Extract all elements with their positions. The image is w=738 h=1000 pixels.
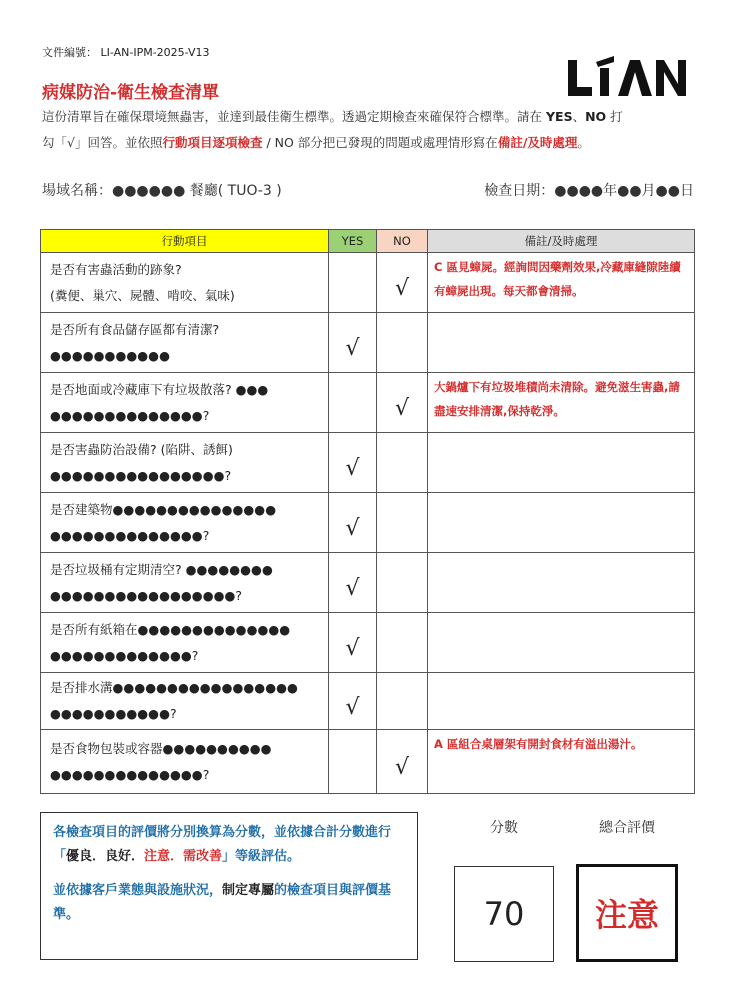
table-row <box>41 313 695 373</box>
action-item-cell <box>41 553 329 613</box>
yes-checkbox-cell[interactable]: √ <box>329 433 377 493</box>
action-item-line-2: ●●●●●●●●●●●●●●? <box>50 407 210 423</box>
notes-cell[interactable] <box>428 433 695 493</box>
action-item-cell <box>41 673 329 730</box>
action-item-line-2: (糞便、巢穴、屍體、啃咬、氣味) <box>50 287 235 303</box>
table-row <box>41 433 695 493</box>
lian-logo <box>566 56 688 98</box>
overall-evaluation-value: 注意 <box>576 864 678 962</box>
no-checkbox-cell[interactable] <box>377 613 428 673</box>
info-paragraph-1: 各檢查項目的評價將分別換算為分數，並依據合計分數進行「優良．良好．注意．需改善」等級評估。 <box>53 825 392 864</box>
yes-checkbox-cell[interactable]: √ <box>329 553 377 613</box>
action-item-line-2: ●●●●●●●●●●●●●●●●●? <box>50 587 243 603</box>
action-item-line-1: 是否所有食品儲存區都有清潔? <box>50 321 220 337</box>
action-item-line-1: 是否害蟲防治設備? (陷阱、誘餌) <box>50 441 233 457</box>
yes-checkbox-cell[interactable]: √ <box>329 673 377 730</box>
table-row <box>41 253 695 313</box>
table-row <box>41 673 695 730</box>
action-item-cell <box>41 253 329 313</box>
action-item-line-2: ●●●●●●●●●●● <box>50 347 170 363</box>
notes-cell[interactable]: A 區組合桌層架有開封食材有溢出湯汁。 <box>428 730 695 794</box>
header-yes: YES <box>329 230 377 253</box>
action-item-line-1: 是否食物包裝或容器●●●●●●●●●● <box>50 740 272 756</box>
action-item-line-2: ●●●●●●●●●●●●●●? <box>50 527 210 543</box>
action-item-line-2: ●●●●●●●●●●●●●? <box>50 647 199 663</box>
venue-name <box>42 180 282 200</box>
action-item-line-2: ●●●●●●●●●●●●●●●●? <box>50 467 232 483</box>
score-value: 70 <box>454 866 554 962</box>
notes-cell[interactable] <box>428 673 695 730</box>
notes-cell[interactable]: 大鍋爐下有垃圾堆積尚未清除。避免滋生害蟲,請盡速安排清潔,保持乾淨。 <box>428 373 695 433</box>
action-item-cell <box>41 613 329 673</box>
info-paragraph-2: 並依據客戶業態與設施狀況，制定專屬的檢查項目與評價基準。 <box>53 883 392 922</box>
action-item-cell <box>41 433 329 493</box>
table-row <box>41 613 695 673</box>
yes-checkbox-cell[interactable] <box>329 373 377 433</box>
action-item-line-1: 是否排水溝●●●●●●●●●●●●●●●●● <box>50 680 298 695</box>
action-item-line-2: ●●●●●●●●●●●? <box>50 706 177 721</box>
table-row <box>41 553 695 613</box>
table-row <box>41 373 695 433</box>
action-item-line-1: 是否垃圾桶有定期清空? ●●●●●●●● <box>50 561 273 577</box>
table-row <box>41 493 695 553</box>
logo-text: LIAN <box>566 56 569 57</box>
date-value: ●●●●年●●月●●日 <box>554 183 694 199</box>
no-checkbox-cell[interactable] <box>377 493 428 553</box>
no-checkbox-cell[interactable] <box>377 553 428 613</box>
intro-text: 這份清單旨在確保環境無蟲害，並達到最佳衛生標準。透過定期檢查來確保符合標準。請在 YES、NO 打 勾「√」回答。並依照行動項目逐項檢查 / NO 部分把已發現的問題或處理情形寫在備註/及時處理。 <box>42 109 623 150</box>
action-item-cell <box>41 313 329 373</box>
action-item-line-1: 是否地面或冷藏庫下有垃圾散落? ●●● <box>50 381 269 397</box>
no-checkbox-cell[interactable]: √ <box>377 730 428 794</box>
evaluation-info-box <box>40 812 418 960</box>
score-label: 分數 <box>490 820 518 836</box>
notes-cell[interactable] <box>428 613 695 673</box>
venue-value: ●●●●●● 餐廳( TUO-3 ) <box>112 183 282 199</box>
page-title: 病媒防治-衛生檢查清單 <box>42 83 220 103</box>
action-item-cell <box>41 730 329 794</box>
yes-checkbox-cell[interactable]: √ <box>329 313 377 373</box>
action-item-line-1: 是否建築物●●●●●●●●●●●●●●● <box>50 501 277 517</box>
no-checkbox-cell[interactable] <box>377 433 428 493</box>
notes-cell[interactable]: C 區見蟑屍。經詢問因藥劑效果,冷藏庫縫隙陸續有蟑屍出現。每天都會清掃。 <box>428 253 695 313</box>
overall-evaluation-label: 總合評價 <box>599 820 655 836</box>
inspection-date <box>484 180 694 200</box>
notes-cell[interactable] <box>428 313 695 373</box>
yes-checkbox-cell[interactable]: √ <box>329 493 377 553</box>
no-checkbox-cell[interactable] <box>377 313 428 373</box>
notes-cell[interactable] <box>428 553 695 613</box>
document-number: 文件編號： LI-AN-IPM-2025-V13 <box>42 46 210 59</box>
notes-cell[interactable] <box>428 493 695 553</box>
header-notes: 備註/及時處理 <box>428 230 695 253</box>
action-item-cell <box>41 373 329 433</box>
checklist-table <box>40 229 695 794</box>
header-action-item: 行動項目 <box>41 230 329 253</box>
yes-checkbox-cell[interactable]: √ <box>329 613 377 673</box>
table-row <box>41 730 695 794</box>
no-checkbox-cell[interactable]: √ <box>377 253 428 313</box>
table-header-row <box>41 230 695 253</box>
action-item-line-2: ●●●●●●●●●●●●●●? <box>50 766 210 782</box>
venue-label: 場域名稱： <box>42 183 112 199</box>
action-item-cell <box>41 493 329 553</box>
header-no: NO <box>377 230 428 253</box>
no-checkbox-cell[interactable]: √ <box>377 373 428 433</box>
date-label: 檢查日期： <box>484 183 555 199</box>
action-item-line-1: 是否有害蟲活動的跡象? <box>50 261 182 277</box>
no-checkbox-cell[interactable] <box>377 673 428 730</box>
action-item-line-1: 是否所有紙箱在●●●●●●●●●●●●●● <box>50 621 291 637</box>
yes-checkbox-cell[interactable] <box>329 730 377 794</box>
yes-checkbox-cell[interactable] <box>329 253 377 313</box>
